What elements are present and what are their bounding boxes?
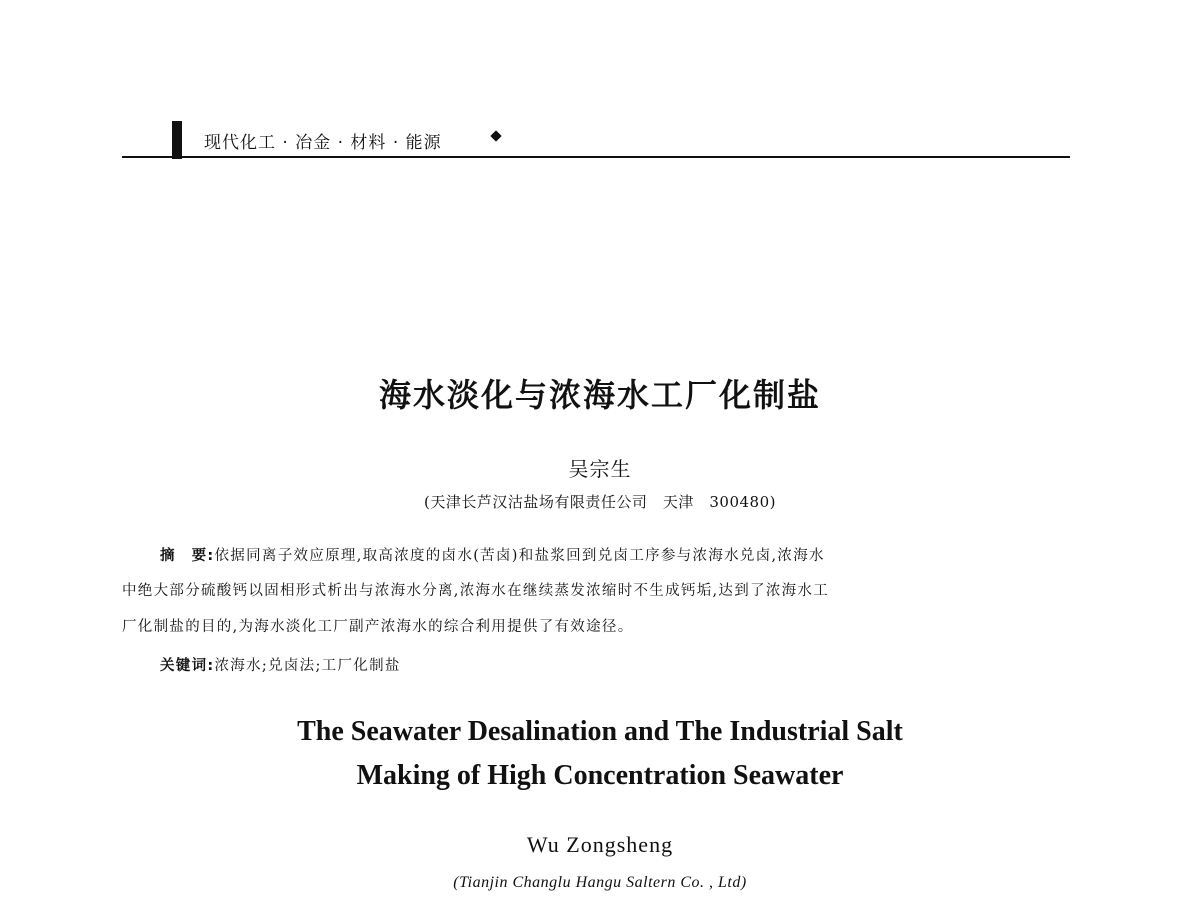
keywords-text: 浓海水;兑卤法;工厂化制盐 [214,658,401,674]
diamond-icon [490,130,501,141]
journal-header: 现代化工 · 冶金 · 材料 · 能源 [204,133,442,153]
affiliation-english: (Tianjin Changlu Hangu Saltern Co. , Ltd) [453,874,747,891]
keywords-label: 关键词: [160,658,215,674]
abstract-line-1 [160,549,825,564]
keywords [160,654,401,675]
abstract-text-1: 依据同离子效应原理,取高浓度的卤水(苦卤)和盐浆回到兑卤工序参与浓海水兑卤,浓海水 [214,548,825,564]
abstract-line-2: 中绝大部分硫酸钙以固相形式析出与浓海水分离,浓海水在继续蒸发浓缩时不生成钙垢,达到了浓海水工 [122,583,830,599]
title-english-line-2: Making of High Concentration Seawater [356,760,844,791]
abstract-line-3: 厂化制盐的目的,为海水淡化工厂副产浓海水的综合利用提供了有效途径。 [122,619,634,635]
title-chinese: 海水淡化与浓海水工厂化制盐 [378,376,821,414]
header-rule [122,156,1070,158]
abstract-label: 摘 要: [160,548,215,564]
title-english-line-1: The Seawater Desalination and The Industrial Salt [297,716,903,747]
affiliation-chinese: (天津长芦汉沽盐场有限责任公司 天津 300480) [424,493,776,511]
author-chinese: 吴宗生 [568,457,632,481]
header-bar-mark [172,121,182,159]
author-english: Wu Zongsheng [526,832,674,857]
